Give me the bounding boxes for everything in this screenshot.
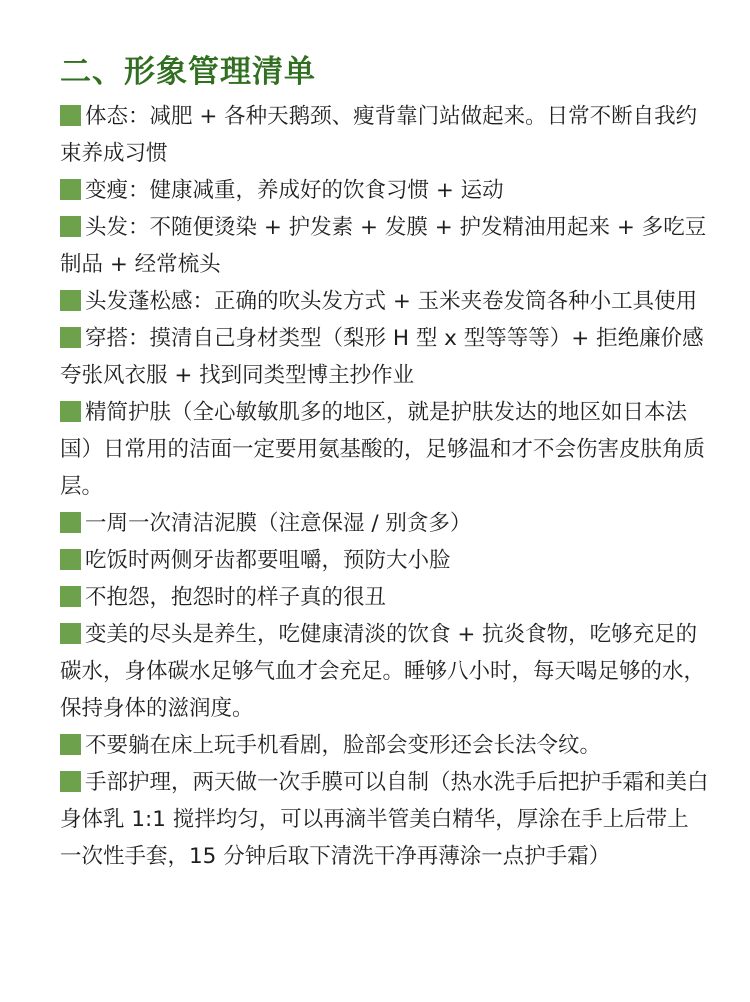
- green-square-bullet-icon: [60, 512, 81, 533]
- list-item: [60, 283, 710, 320]
- green-square-bullet-icon: [60, 290, 81, 311]
- list-item: [60, 172, 710, 209]
- list-item-text: 一周一次清洁泥膜（注意保湿 / 别贪多）: [85, 511, 472, 536]
- list-item: [60, 320, 710, 394]
- page-title: 二、形象管理清单: [60, 54, 316, 90]
- green-square-bullet-icon: [60, 771, 81, 792]
- green-square-bullet-icon: [60, 586, 81, 607]
- list-item-text: 不抱怨，抱怨时的样子真的很丑: [85, 585, 387, 610]
- green-square-bullet-icon: [60, 401, 81, 422]
- green-square-bullet-icon: [60, 623, 81, 644]
- list-item: [60, 764, 710, 875]
- list-item: [60, 209, 710, 283]
- checklist: [60, 98, 710, 875]
- list-item: [60, 505, 710, 542]
- list-item-text: 穿搭：摸清自己身材类型（梨形 H 型 x 型等等等）+ 拒绝廉价感夸张风衣服 + 找到同类型博主抄作业: [60, 326, 704, 388]
- list-item-text: 手部护理，两天做一次手膜可以自制（热水洗手后把护手霜和美白身体乳 1:1 搅拌均匀，可以再滴半管美白精华，厚涂在手上后带上一次性手套，15 分钟后取下清洗干净再薄涂一点护手霜）: [60, 770, 709, 869]
- list-item-text: 头发：不随便烫染 + 护发素 + 发膜 + 护发精油用起来 + 多吃豆制品 + 经常梳头: [60, 215, 707, 277]
- green-square-bullet-icon: [60, 327, 81, 348]
- list-item-text: 吃饭时两侧牙齿都要咀嚼，预防大小脸: [85, 548, 451, 573]
- list-item-text: 精简护肤（全心敏敏肌多的地区，就是护肤发达的地区如日本法国）日常用的洁面一定要用氨基酸的，足够温和才不会伤害皮肤角质层。: [60, 400, 706, 499]
- green-square-bullet-icon: [60, 549, 81, 570]
- list-item: [60, 616, 710, 727]
- list-item-text: 变美的尽头是养生，吃健康清淡的饮食 + 抗炎食物，吃够充足的碳水，身体碳水足够气血才会充足。睡够八小时，每天喝足够的水，保持身体的滋润度。: [60, 622, 706, 721]
- list-item-text: 变瘦：健康减重，养成好的饮食习惯 + 运动: [85, 178, 504, 203]
- list-item-text: 头发蓬松感：正确的吹头发方式 + 玉米夹卷发筒各种小工具使用: [85, 289, 698, 314]
- list-item-text: 体态：减肥 + 各种天鹅颈、瘦背靠门站做起来。日常不断自我约束养成习惯: [60, 104, 698, 166]
- list-item-text: 不要躺在床上玩手机看剧，脸部会变形还会长法令纹。: [85, 733, 602, 758]
- green-square-bullet-icon: [60, 179, 81, 200]
- green-square-bullet-icon: [60, 734, 81, 755]
- list-item: [60, 579, 710, 616]
- list-item: [60, 542, 710, 579]
- green-square-bullet-icon: [60, 105, 81, 126]
- list-item: [60, 727, 710, 764]
- green-square-bullet-icon: [60, 216, 81, 237]
- list-item: [60, 394, 710, 505]
- list-item: [60, 98, 710, 172]
